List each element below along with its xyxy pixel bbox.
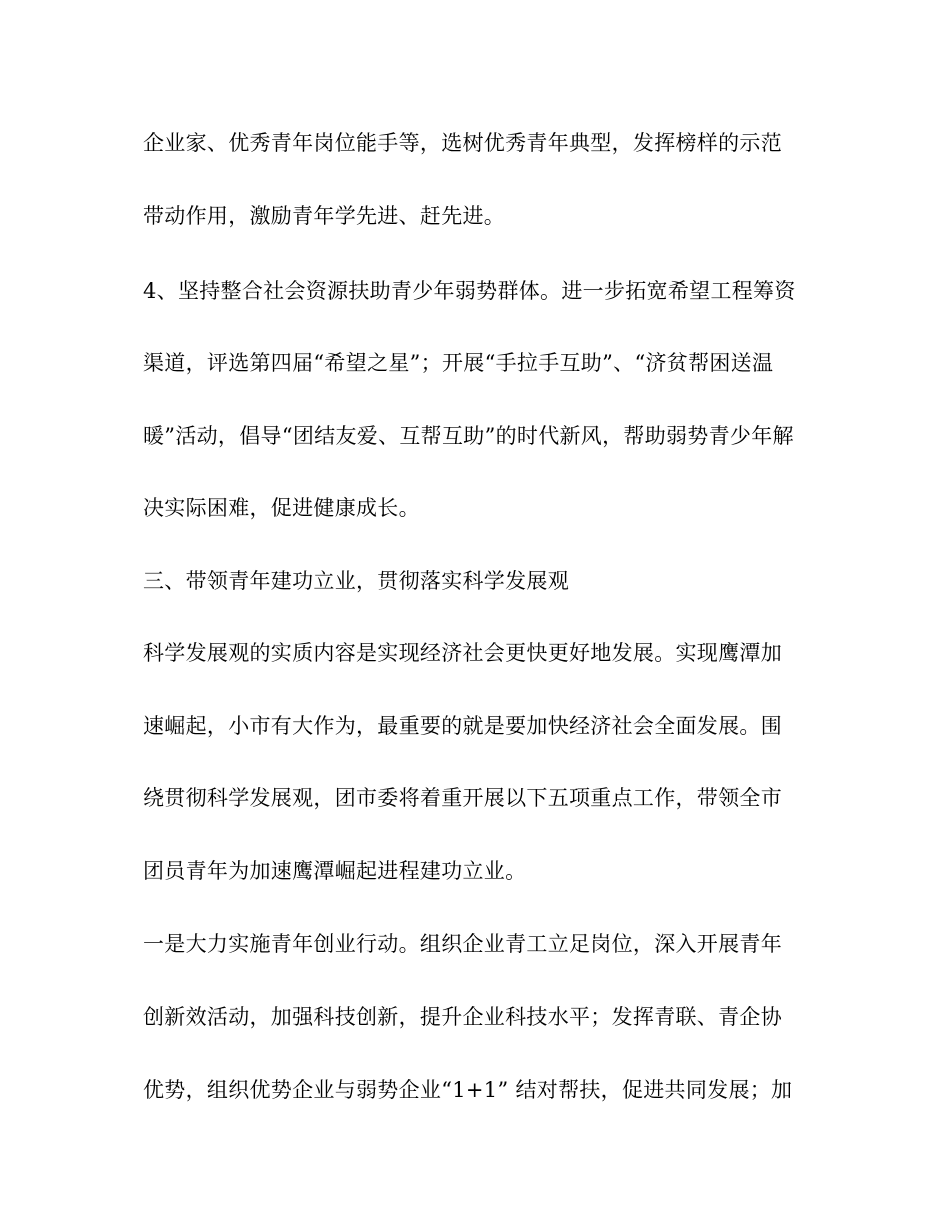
text-line: 暖”活动，倡导“团结友爱、互帮互助”的时代新风，帮助弱势青少年解 <box>143 424 794 448</box>
text-line: 4、坚持整合社会资源扶助青少年弱势群体。进一步拓宽希望工程筹资 <box>143 279 796 303</box>
text-line: 带动作用，激励青年学先进、赶先进。 <box>143 204 506 228</box>
text-line: 决实际困难，促进健康成长。 <box>143 496 420 520</box>
text-line: 科学发展观的实质内容是实现经济社会更快更好地发展。实现鹰潭加 <box>143 641 782 665</box>
text-line: 企业家、优秀青年岗位能手等，选树优秀青年典型，发挥榜样的示范 <box>143 131 782 155</box>
text-line: 渠道，评选第四届“希望之星”；开展“手拉手互助”、“济贫帮困送温 <box>143 351 774 375</box>
text-line: 团员青年为加速鹰潭崛起进程建功立业。 <box>143 859 527 883</box>
section-heading: 三、带领青年建功立业，贯彻落实科学发展观 <box>143 569 569 593</box>
text-line: 速崛起，小市有大作为，最重要的就是要加快经济社会全面发展。围 <box>143 714 782 738</box>
text-line: 优势，组织优势企业与弱势企业“1+1” 结对帮扶，促进共同发展；加 <box>143 1078 793 1102</box>
text-line: 创新效活动，加强科技创新，提升企业科技水平；发挥青联、青企协 <box>143 1005 782 1029</box>
text-line: 绕贯彻科学发展观，团市委将着重开展以下五项重点工作，带领全市 <box>143 786 782 810</box>
text-line: 一是大力实施青年创业行动。组织企业青工立足岗位，深入开展青年 <box>143 932 782 956</box>
